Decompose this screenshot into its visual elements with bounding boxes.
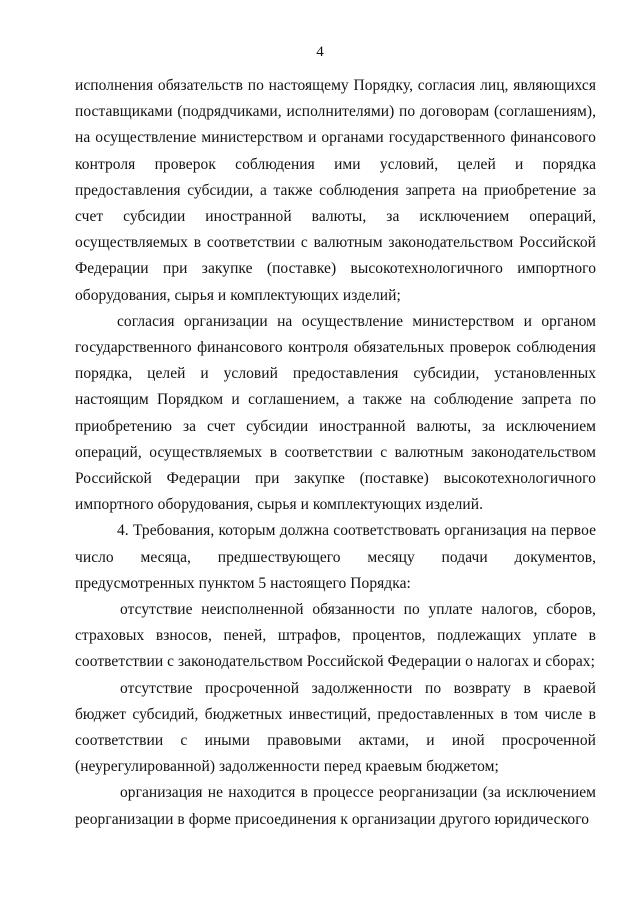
paragraph-continuation: исполнения обязательств по настоящему Порядку, согласия лиц, являющихся поставщиками (подрядчиками, исполнителями) по договорам (соглашениям), на осуществление министерством и органами государственного финансового контроля проверок соблюдения ими условий, целей и порядка предоставления субсидии, а также соблюдения запрета на приобретение за счет субсидии иностранной валюты, за исключением операций, осуществляемых в соответствии с валютным законодательством Российской Федерации при закупке (поставке) высокотехнологичного импортного оборудования, сырья и комплектующих изделий; [75,77,596,304]
document-body [75,73,596,833]
paragraph-section-4-requirements: 4. Требования, которым должна соответствовать организация на первое число месяца, предшествующего месяцу подачи документов, предусмотренных пунктом 5 настоящего Порядка: [75,522,596,592]
paragraph-no-overdue-budget-debt: отсутствие просроченной задолженности по возврату в краевой бюджет субсидий, бюджетных инвестиций, предоставленных в том числе в соответствии с иными правовыми актами, и иной просроченной (неурегулированной) задолженности перед краевым бюджетом; [75,679,596,776]
page-number: 4 [316,44,324,60]
paragraph-no-reorganization: организация не находится в процессе реорганизации (за исключением реорганизации в форме присоединения к организации другого юридического [75,784,596,828]
paragraph-organization-consent: согласия организации на осуществление министерством и органом государственного финансового контроля обязательных проверок соблюдения порядка, целей и условий предоставления субсидии, установленных настоящим Порядком и соглашением, а также на соблюдение запрета по приобретению за счет субсидии иностранной валюты, за исключением операций, осуществляемых в соответствии с валютным законодательством Российской Федерации при закупке (поставке) высокотехнологичного импортного оборудования, сырья и комплектующих изделий. [75,312,596,514]
paragraph-no-tax-debt: отсутствие неисполненной обязанности по уплате налогов, сборов, страховых взносов, пеней, штрафов, процентов, подлежащих уплате в соответствии с законодательством Российской Федерации о налогах и сборах; [75,601,596,671]
